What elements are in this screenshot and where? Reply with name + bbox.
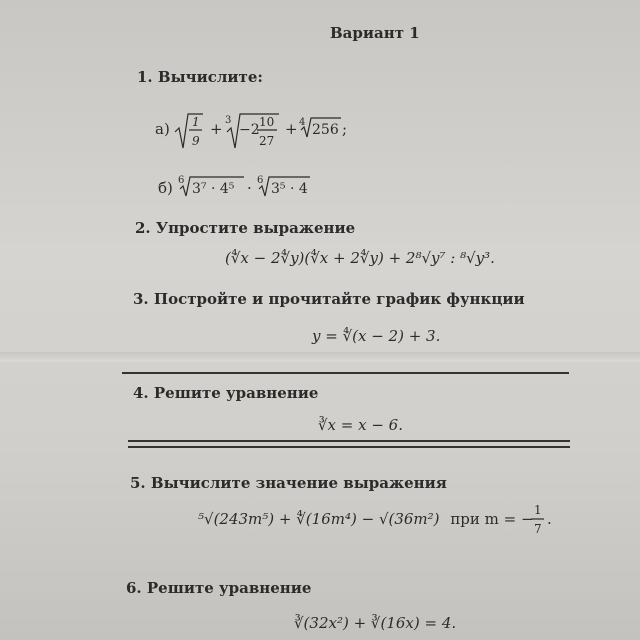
task-5-radicals: ⁵√(243m⁵) + ∜(16m⁴) − √(36m²) bbox=[198, 510, 440, 528]
task-2-heading bbox=[135, 219, 355, 237]
task-5-frac-num: 1 bbox=[534, 503, 542, 517]
task-1b-root-index-2: 6 bbox=[257, 175, 264, 186]
task-1b-root-index-1: 6 bbox=[178, 175, 185, 186]
task-5-number: 5. bbox=[130, 474, 146, 492]
task-1b-dot: · bbox=[247, 179, 252, 197]
task-1a-end: ; bbox=[342, 120, 348, 138]
task-1a-frac1-den: 9 bbox=[192, 134, 200, 148]
task-3-text: Постройте и прочитайте график функции bbox=[153, 290, 525, 308]
task-1a-label: а) bbox=[155, 120, 170, 138]
task-1a-frac2-num: 10 bbox=[259, 115, 275, 129]
task-3-number: 3. bbox=[133, 290, 149, 308]
task-1-text: Вычислите: bbox=[157, 68, 263, 86]
task-4-heading bbox=[133, 384, 318, 402]
task-1a-frac2-den: 27 bbox=[259, 134, 275, 148]
task-1-heading bbox=[137, 68, 263, 86]
task-2-text: Упростите выражение bbox=[155, 219, 356, 237]
task-6-number: 6. bbox=[126, 579, 142, 597]
task-6-expression: ∛(32x²) + ∛(16x) = 4. bbox=[294, 614, 457, 632]
divider-line-2 bbox=[128, 440, 570, 442]
task-2-number: 2. bbox=[135, 219, 151, 237]
paper-fold bbox=[0, 352, 640, 362]
task-1a-minus-2: −2 bbox=[239, 122, 260, 138]
task-1a-radicand-3: 256 bbox=[312, 122, 339, 138]
task-5-text: Вычислите значение выражения bbox=[150, 474, 447, 492]
task-1b-label: б) bbox=[158, 179, 173, 197]
task-1a-plus-2: + bbox=[285, 120, 298, 138]
task-5-fraction bbox=[530, 500, 560, 540]
divider-line-1 bbox=[122, 372, 569, 374]
task-1b-radicand-1: 3⁷ · 4⁵ bbox=[192, 181, 235, 197]
task-4-expression: ∛x = x − 6. bbox=[318, 416, 403, 434]
task-5-condition: при m = − bbox=[450, 510, 534, 528]
task-1-number: 1. bbox=[137, 68, 153, 86]
task-6-heading bbox=[126, 579, 311, 597]
task-1a-plus-1: + bbox=[210, 120, 223, 138]
task-5-end: . bbox=[547, 510, 552, 528]
task-4-text: Решите уравнение bbox=[153, 384, 319, 402]
task-1a-root-index-3: 4 bbox=[299, 117, 306, 128]
variant-title: Вариант 1 bbox=[330, 24, 420, 42]
task-1b-radicand-2: 3⁵ · 4 bbox=[271, 181, 308, 197]
task-1b-expression bbox=[158, 173, 338, 203]
task-1a-expression bbox=[155, 108, 375, 158]
divider-line-3 bbox=[128, 446, 570, 448]
task-5-expression bbox=[198, 510, 534, 528]
task-5-heading bbox=[130, 474, 447, 492]
task-1a-root-index-2: 3 bbox=[225, 115, 232, 126]
task-6-text: Решите уравнение bbox=[146, 579, 312, 597]
task-4-number: 4. bbox=[133, 384, 149, 402]
task-1a-frac1-num: 1 bbox=[192, 115, 200, 129]
task-5-frac-den: 7 bbox=[534, 522, 542, 536]
task-2-expression: (∜x − 2∜y)(∜x + 2∜y) + 2⁸√y⁷ : ⁸√y³. bbox=[225, 249, 495, 267]
task-3-heading bbox=[133, 290, 525, 308]
task-3-expression: y = ∜(x − 2) + 3. bbox=[312, 327, 441, 345]
